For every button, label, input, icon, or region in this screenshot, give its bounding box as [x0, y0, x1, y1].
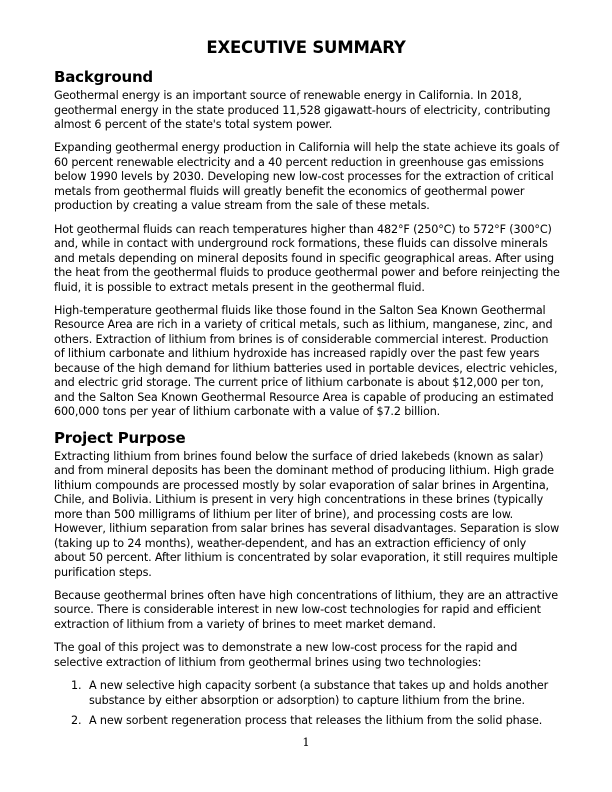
- list-item-number: 1.: [71, 679, 82, 693]
- list-item: [54, 714, 560, 729]
- list-item-text: A new sorbent regeneration process that releases the lithium from the solid phase.: [89, 714, 543, 728]
- project-purpose-heading: Project Purpose: [54, 428, 186, 447]
- list-item-number: 2.: [71, 714, 82, 728]
- background-paragraph-1: Geothermal energy is an important source of renewable energy in California. In 2018, geothermal energy in the state produced 11,528 gigawatt-hours of electricity, contributing almost 6 percent of the state's total system power.: [54, 89, 551, 131]
- purpose-paragraph-3: The goal of this project was to demonstrate a new low-cost process for the rapid and selective extraction of lithium from geothermal brines using two technologies:: [54, 641, 518, 669]
- document-body: [54, 68, 560, 735]
- purpose-paragraph-2: Because geothermal brines often have high concentrations of lithium, they are an attractive source. There is considerable interest in new low-cost technologies for rapid and efficient extraction of lithium from a variety of brines to meet market demand.: [54, 588, 558, 631]
- technologies-list: [54, 679, 560, 729]
- background-paragraph-3: Hot geothermal fluids can reach temperatures higher than 482°F (250°C) to 572°F (300°C) and, while in contact with underground rock formations, these fluids can dissolve minerals and metals depending on mineral deposits found in specific geographical areas. After using the heat from the geothermal fluids to produce geothermal power and before reinjecting the fluid, it is possible to extract metals present in the geothermal fluid.: [54, 222, 560, 294]
- page-title: EXECUTIVE SUMMARY: [206, 38, 406, 57]
- list-item: [54, 679, 560, 708]
- background-heading: Background: [54, 68, 153, 86]
- page-number: 1: [302, 735, 310, 749]
- purpose-paragraph-1: Extracting lithium from brines found below the surface of dried lakebeds (known as salar) and from mineral deposits has been the dominant method of producing lithium. High grade lithium compounds are processed mostly by solar evaporation of salar brines in Argentina, Chile, and Bolivia. Lithium is present in very high concentrations in these brines (typically more than 500 milligrams of lithium per liter of brine), and processing costs are low. However, lithium separation from salar brines has several disadvantages. Separation is slow (taking up to 24 months), weather-dependent, and has an extraction efficiency of only about 50 percent. After lithium is concentrated by solar evaporation, it still requires multiple purification steps.: [54, 449, 560, 579]
- background-paragraph-4: High-temperature geothermal fluids like those found in the Salton Sea Known Geothermal Resource Area are rich in a variety of critical metals, such as lithium, manganese, zinc, and others. Extraction of lithium from brines is of considerable commercial interest. Production of lithium carbonate and lithium hydroxide has increased rapidly over the past few years because of the high demand for lithium batteries used in portable devices, electric vehicles, and electric grid storage. The current price of lithium carbonate is about $12,000 per ton, and the Salton Sea Known Geothermal Resource Area is capable of producing an estimated 600,000 tons per year of lithium carbonate with a value of $7.2 billion.: [54, 303, 558, 419]
- background-paragraph-2: Expanding geothermal energy production in California will help the state achieve its goals of 60 percent renewable electricity and a 40 percent reduction in greenhouse gas emissions below 1990 levels by 2030. Developing new low-cost processes for the extraction of critical metals from geothermal fluids will greatly benefit the economics of geothermal power production by creating a value stream from the sale of these metals.: [54, 141, 560, 213]
- list-item-text: A new selective high capacity sorbent (a substance that takes up and holds another substance by either absorption or adsorption) to capture lithium from the brine.: [89, 679, 549, 707]
